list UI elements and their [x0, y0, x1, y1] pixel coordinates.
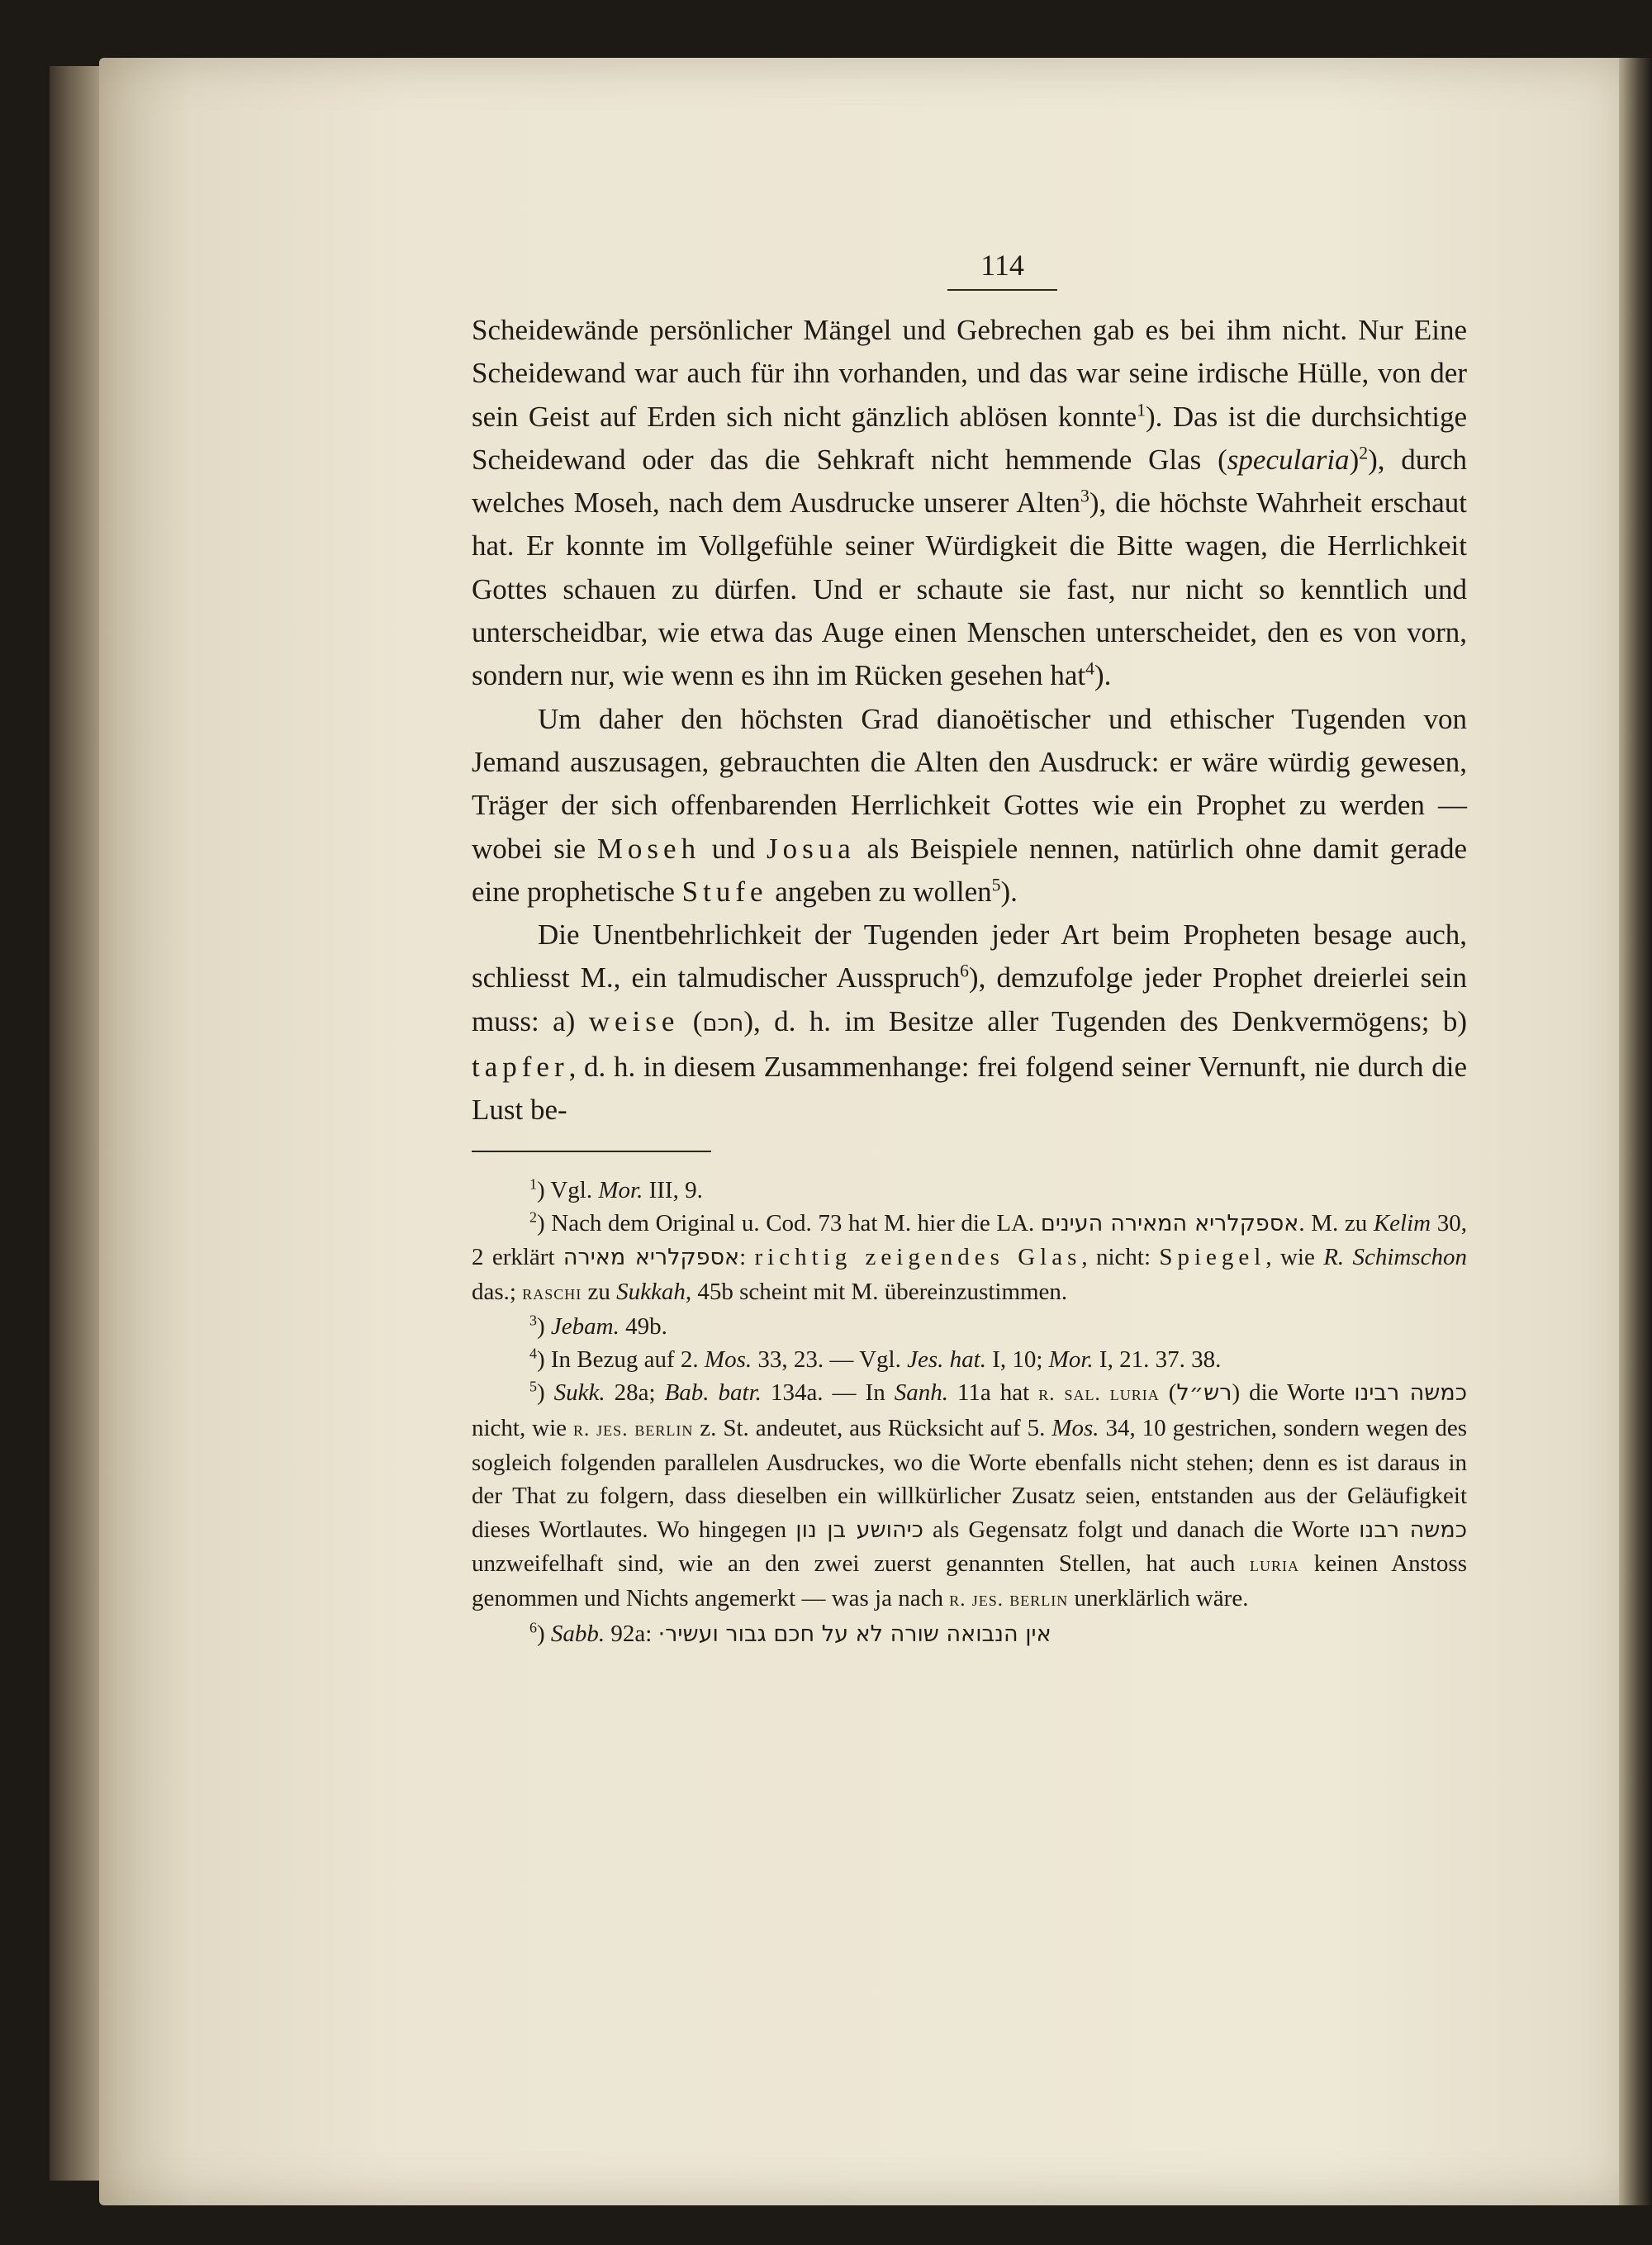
footnote-ref: 6: [960, 961, 969, 981]
footnote-ref: 2: [1359, 443, 1369, 463]
footnotes: [472, 1174, 1467, 1651]
footnote-ref: 3: [1080, 486, 1089, 506]
body-text: [472, 309, 1467, 1132]
footnote-6: $^6$) Sabb. 92a: אין הנבואה שורה לא על חכם גבור ועשיר·: [529, 1618, 1051, 1647]
footnote-4: $^4$) In Bezug auf 2. Mos. 33, 23. — Vgl. Jes. hat. I, 10; Mor. I, 21. 37. 38.: [529, 1345, 1222, 1374]
footnote-5: $^5$) Sukk. 28a; Bab. batr. 134a. — In Sanh. 11a hat r. sal. luria (רש״ל) die Worte כמשה רבינו nicht, wie r. jes. berlin z. St. andeutet, aus Rücksicht auf 5. Mos. 34, 10 gestrichen, sondern wegen des sogleich folgenden parallelen Ausdruckes, wo die Worte ebenfalls nicht stehen; denn es ist daraus in der That zu folgern, dass dieselben ein willkürlicher Zusatz seien, entstanden aus der Geläufigkeit dieses Wortlautes. Wo hingegen כיהושע בן נון als Gegensatz folgt und danach die Worte כמשה רבנו unzweifelhaft sind, wie an den zwei zuerst genannten Stellen, hat auch luria keinen Anstoss genommen und Nichts angemerkt — was ja nach r. jes. berlin unerklärlich wäre.: [472, 1378, 1468, 1612]
footnote-ref: 1: [1137, 399, 1146, 420]
paragraph-2: Um daher den höchsten Grad dianoëtischer und ethischer Tugenden von Jemand auszusagen, gebrauchten die Alten den Ausdruck: er wäre würdig gewesen, Träger der sich offenbarenden Herrlichkeit Gottes wie ein Prophet zu werden — wobei sie Moseh und Josua als Beispiele nennen, natürlich ohne damit gerade eine prophetische Stufe angeben zu wollen$^5$).: [472, 702, 1468, 908]
right-page-edge: [1619, 58, 1652, 2205]
footnote-ref: 5: [991, 875, 1001, 895]
paragraph-3: Die Unentbehrlichkeit der Tugenden jeder Art beim Propheten besage auch, schliesst M., ein talmudischer Ausspruch$^6$), demzufolge jeder Prophet dreierlei sein muss: a) weise (חכם), d. h. im Besitze aller Tugenden des Denkvermögens; b) tapfer, d. h. in diesem Zusammenhange: frei folgend seiner Vernunft, nie durch die Lust be-: [472, 918, 1468, 1127]
footnote-1: $^1$) Vgl. Mor. III, 9.: [529, 1175, 703, 1203]
footnote-separator: [472, 1151, 711, 1152]
page-content: [472, 248, 1467, 1651]
footnote-3: $^3$) Jebam. 49b.: [529, 1312, 667, 1340]
footnote-ref: 4: [1085, 658, 1094, 679]
footnote-2: $^2$) Nach dem Original u. Cod. 73 hat M. hier die LA. אספקלריא המאירה העינים. M. zu Kelim 30, 2 erklärt אספקלריא מאירה: richtig zeigendes Glas, nicht: Spiegel, wie R. Schimschon das.; raschi zu Sukkah, 45b scheint mit M. übereinzustimmen.: [472, 1208, 1468, 1305]
page-number: 114: [472, 248, 1467, 291]
paragraph-1: Scheidewände persönlicher Mängel und Gebrechen gab es bei ihm nicht. Nur Eine Scheidewand war auch für ihn vorhanden, und das war seine irdische Hülle, von der sein Geist auf Erden sich nicht gänzlich ablösen konnte$^1$). Das ist die durchsichtige Scheidewand oder das die Sehkraft nicht hemmende Glas (specularia)$^2$), durch welches Moseh, nach dem Ausdrucke unserer Alten$^3$), die höchste Wahrheit erschaut hat. Er konnte im Vollgefühle seiner Würdigkeit die Bitte wagen, die Herrlichkeit Gottes schauen zu dürfen. Und er schaute sie fast, nur nicht so kenntlich und unterscheidbar, wie etwa das Auge einen Menschen unterscheidet, den es von vorn, sondern nur, wie wenn es ihn im Rücken gesehen hat$^4$).: [472, 314, 1468, 692]
